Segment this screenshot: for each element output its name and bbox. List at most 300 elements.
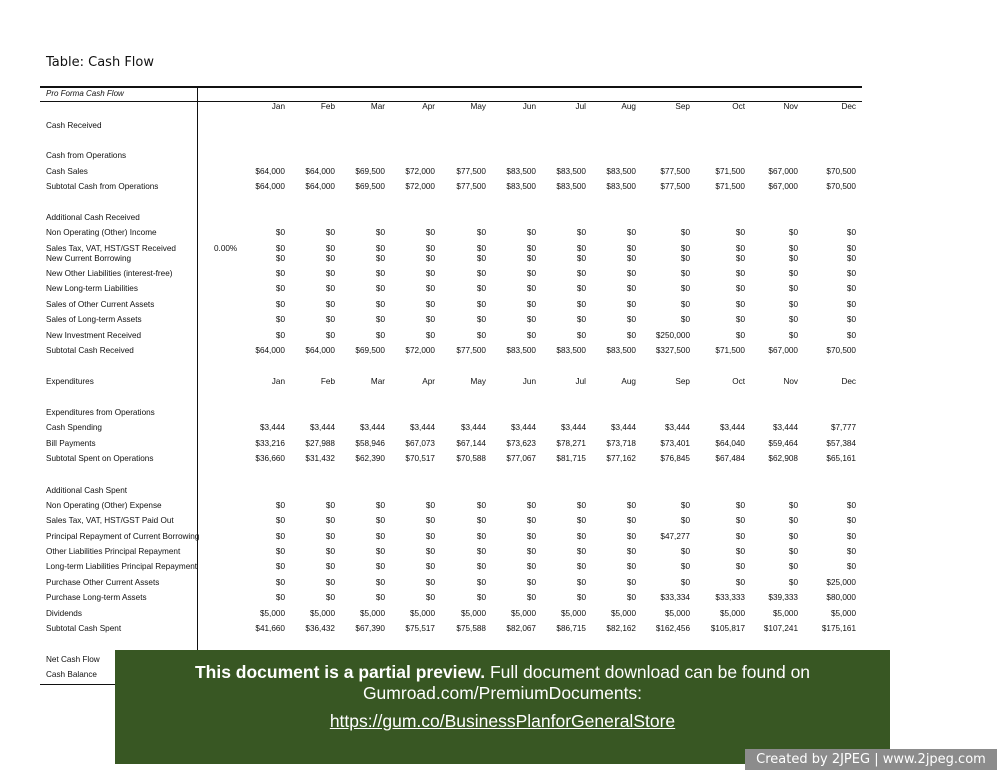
value-cell: $0: [576, 228, 586, 237]
value-cell: $0: [476, 562, 486, 571]
value-cell: $0: [425, 228, 435, 237]
value-cell: $82,162: [606, 624, 636, 633]
value-cell: $0: [425, 254, 435, 263]
table-row: [0, 330, 870, 342]
value-cell: $0: [526, 254, 536, 263]
value-cell: $0: [425, 284, 435, 293]
row-label: Other Liabilities Principal Repayment: [46, 547, 181, 556]
value-cell: $0: [476, 593, 486, 602]
value-cell: $3,444: [560, 423, 586, 432]
value-cell: $3,444: [460, 423, 486, 432]
value-cell: $0: [788, 254, 798, 263]
value-cell: $105,817: [710, 624, 745, 633]
value-cell: $0: [375, 244, 385, 253]
value-cell: $0: [680, 516, 690, 525]
table-row: [0, 268, 870, 280]
row-label: Additional Cash Received: [46, 213, 140, 222]
value-cell: $0: [735, 228, 745, 237]
month-header-cell: Aug: [621, 102, 636, 111]
value-cell: Nov: [783, 377, 798, 386]
value-cell: $0: [788, 284, 798, 293]
value-cell: $0: [626, 284, 636, 293]
value-cell: $83,500: [606, 346, 636, 355]
value-cell: $0: [680, 284, 690, 293]
value-cell: $70,588: [456, 454, 486, 463]
row-label: Subtotal Spent on Operations: [46, 454, 154, 463]
value-cell: $0: [576, 284, 586, 293]
row-label: Subtotal Cash from Operations: [46, 182, 159, 191]
value-cell: $0: [476, 516, 486, 525]
value-cell: $0: [846, 562, 856, 571]
table-row: [0, 166, 870, 178]
value-cell: $0: [735, 578, 745, 587]
value-cell: $0: [476, 315, 486, 324]
value-cell: $58,946: [355, 439, 385, 448]
value-cell: $5,000: [359, 609, 385, 618]
value-cell: $0: [476, 269, 486, 278]
value-cell: $0: [526, 562, 536, 571]
value-cell: $77,500: [456, 182, 486, 191]
value-cell: $3,444: [359, 423, 385, 432]
section-label-row: [0, 407, 870, 419]
value-cell: $0: [476, 578, 486, 587]
row-label: Sales of Long-term Assets: [46, 315, 142, 324]
value-cell: $0: [735, 269, 745, 278]
value-cell: $0: [576, 269, 586, 278]
rate-cell: 0.00%: [214, 244, 238, 253]
value-cell: $64,000: [255, 346, 285, 355]
value-cell: $0: [576, 532, 586, 541]
value-cell: $0: [846, 228, 856, 237]
value-cell: $0: [846, 547, 856, 556]
value-cell: Dec: [841, 377, 856, 386]
value-cell: $0: [275, 228, 285, 237]
value-cell: $0: [375, 593, 385, 602]
value-cell: $0: [846, 331, 856, 340]
value-cell: Jul: [575, 377, 586, 386]
value-cell: $83,500: [606, 167, 636, 176]
value-cell: $0: [576, 516, 586, 525]
value-cell: $175,161: [821, 624, 856, 633]
value-cell: $0: [576, 547, 586, 556]
value-cell: $71,500: [715, 346, 745, 355]
value-cell: $107,241: [763, 624, 798, 633]
value-cell: $0: [425, 269, 435, 278]
value-cell: $0: [626, 578, 636, 587]
value-cell: $0: [325, 331, 335, 340]
value-cell: $0: [788, 244, 798, 253]
value-cell: $0: [425, 578, 435, 587]
value-cell: $70,517: [405, 454, 435, 463]
value-cell: May: [470, 377, 486, 386]
value-cell: $0: [526, 547, 536, 556]
table-row: [0, 422, 870, 434]
table-row: [0, 546, 870, 558]
value-cell: $0: [576, 315, 586, 324]
value-cell: $0: [325, 578, 335, 587]
table-row: [0, 515, 870, 527]
value-cell: $83,500: [506, 182, 536, 191]
value-cell: $0: [325, 254, 335, 263]
value-cell: $82,067: [506, 624, 536, 633]
value-cell: $83,500: [556, 182, 586, 191]
value-cell: $5,000: [610, 609, 636, 618]
row-label: Expenditures: [46, 377, 94, 386]
value-cell: $0: [788, 578, 798, 587]
value-cell: $5,000: [664, 609, 690, 618]
value-cell: $0: [735, 516, 745, 525]
value-cell: $0: [735, 284, 745, 293]
value-cell: $71,500: [715, 182, 745, 191]
value-cell: $0: [788, 269, 798, 278]
value-cell: $62,390: [355, 454, 385, 463]
value-cell: $0: [526, 331, 536, 340]
value-cell: Jan: [271, 377, 285, 386]
value-cell: $0: [576, 562, 586, 571]
value-cell: $0: [680, 578, 690, 587]
month-header-cell: Feb: [320, 102, 335, 111]
month-header-cell: Jul: [575, 102, 586, 111]
value-cell: $0: [626, 254, 636, 263]
value-cell: $27,988: [305, 439, 335, 448]
value-cell: Oct: [732, 377, 745, 386]
value-cell: $0: [476, 284, 486, 293]
row-label: Bill Payments: [46, 439, 96, 448]
preview-banner: [115, 650, 890, 764]
value-cell: $77,500: [660, 167, 690, 176]
value-cell: $0: [425, 547, 435, 556]
month-header-cell: Sep: [675, 102, 690, 111]
value-cell: $0: [526, 244, 536, 253]
value-cell: $0: [680, 254, 690, 263]
value-cell: $67,000: [768, 346, 798, 355]
value-cell: $0: [680, 300, 690, 309]
row-label: Non Operating (Other) Income: [46, 228, 157, 237]
table-row: [0, 592, 870, 604]
value-cell: $0: [735, 254, 745, 263]
table-row: [0, 561, 870, 573]
value-cell: $86,715: [556, 624, 586, 633]
value-cell: $0: [375, 516, 385, 525]
value-cell: $327,500: [655, 346, 690, 355]
value-cell: $0: [425, 593, 435, 602]
value-cell: $0: [846, 254, 856, 263]
value-cell: $65,161: [826, 454, 856, 463]
row-label: New Long-term Liabilities: [46, 284, 138, 293]
month-header-cell: Jan: [271, 102, 285, 111]
value-cell: $0: [375, 331, 385, 340]
value-cell: $0: [526, 284, 536, 293]
row-label: Cash from Operations: [46, 151, 127, 160]
table-row: [0, 531, 870, 543]
value-cell: $0: [788, 331, 798, 340]
value-cell: $0: [275, 300, 285, 309]
section-label-row: [0, 212, 870, 224]
value-cell: $0: [526, 315, 536, 324]
value-cell: $7,777: [830, 423, 856, 432]
row-label: Net Cash Flow: [46, 655, 100, 664]
value-cell: $0: [526, 578, 536, 587]
month-header-cell: May: [470, 102, 486, 111]
value-cell: $0: [788, 532, 798, 541]
value-cell: $0: [626, 315, 636, 324]
row-label: Long-term Liabilities Principal Repayment: [46, 562, 198, 571]
value-cell: $0: [425, 331, 435, 340]
value-cell: $0: [425, 315, 435, 324]
value-cell: $0: [275, 284, 285, 293]
value-cell: $0: [788, 228, 798, 237]
value-cell: $0: [735, 562, 745, 571]
table-row: [0, 500, 870, 512]
section-label-row: [0, 120, 870, 132]
value-cell: $0: [476, 501, 486, 510]
value-cell: $0: [476, 254, 486, 263]
value-cell: $0: [788, 315, 798, 324]
value-cell: $0: [735, 244, 745, 253]
value-cell: $83,500: [556, 167, 586, 176]
value-cell: $0: [425, 244, 435, 253]
banner-download-link[interactable]: https://gum.co/BusinessPlanforGeneralStore: [329, 711, 676, 731]
row-label: Cash Received: [46, 121, 102, 130]
value-cell: $0: [526, 532, 536, 541]
value-cell: $5,000: [460, 609, 486, 618]
value-cell: $64,000: [305, 167, 335, 176]
value-cell: $0: [846, 284, 856, 293]
row-label: Sales Tax, VAT, HST/GST Received: [46, 244, 176, 253]
value-cell: $0: [526, 228, 536, 237]
row-label: New Current Borrowing: [46, 254, 132, 263]
row-label: Cash Spending: [46, 423, 102, 432]
value-cell: $0: [375, 228, 385, 237]
value-cell: $0: [735, 300, 745, 309]
value-cell: $0: [325, 501, 335, 510]
row-label: Purchase Long-term Assets: [46, 593, 147, 602]
value-cell: $5,000: [830, 609, 856, 618]
value-cell: Sep: [675, 377, 690, 386]
value-cell: $77,500: [456, 346, 486, 355]
value-cell: $0: [735, 315, 745, 324]
row-label: Principal Repayment of Current Borrowing: [46, 532, 200, 541]
value-cell: $250,000: [655, 331, 690, 340]
value-cell: $77,067: [506, 454, 536, 463]
value-cell: $0: [375, 300, 385, 309]
value-cell: $0: [576, 578, 586, 587]
row-label: Subtotal Cash Spent: [46, 624, 122, 633]
table-row: [0, 453, 870, 465]
value-cell: $3,444: [772, 423, 798, 432]
value-cell: $0: [275, 269, 285, 278]
value-cell: $0: [735, 532, 745, 541]
value-cell: $0: [275, 315, 285, 324]
value-cell: $73,401: [660, 439, 690, 448]
value-cell: $62,908: [768, 454, 798, 463]
value-cell: $0: [325, 269, 335, 278]
value-cell: $0: [325, 244, 335, 253]
value-cell: $0: [476, 300, 486, 309]
value-cell: $5,000: [510, 609, 536, 618]
value-cell: $0: [626, 501, 636, 510]
value-cell: $3,444: [510, 423, 536, 432]
value-cell: $36,432: [305, 624, 335, 633]
value-cell: $47,277: [660, 532, 690, 541]
value-cell: $5,000: [309, 609, 335, 618]
value-cell: $5,000: [772, 609, 798, 618]
value-cell: $0: [680, 228, 690, 237]
table-row: [0, 376, 870, 388]
value-cell: $0: [325, 284, 335, 293]
value-cell: $75,588: [456, 624, 486, 633]
value-cell: $0: [375, 254, 385, 263]
value-cell: $0: [576, 501, 586, 510]
value-cell: $0: [375, 578, 385, 587]
value-cell: $0: [788, 501, 798, 510]
row-label: New Investment Received: [46, 331, 142, 340]
value-cell: $31,432: [305, 454, 335, 463]
row-label: Cash Balance: [46, 670, 97, 679]
row-label: Dividends: [46, 609, 82, 618]
value-cell: $0: [325, 562, 335, 571]
value-cell: $36,660: [255, 454, 285, 463]
value-cell: $64,040: [715, 439, 745, 448]
value-cell: Feb: [320, 377, 335, 386]
value-cell: $0: [680, 315, 690, 324]
value-cell: $72,000: [405, 167, 435, 176]
value-cell: $0: [275, 593, 285, 602]
value-cell: $0: [846, 300, 856, 309]
value-cell: $39,333: [768, 593, 798, 602]
table-row: [0, 577, 870, 589]
value-cell: $0: [846, 516, 856, 525]
banner-bold-text: This document is a partial preview.: [194, 662, 486, 682]
section-label-row: [0, 485, 870, 497]
value-cell: $0: [626, 547, 636, 556]
value-cell: $0: [375, 547, 385, 556]
value-cell: $70,500: [826, 167, 856, 176]
value-cell: $0: [325, 228, 335, 237]
value-cell: $0: [526, 300, 536, 309]
month-header-cell: Nov: [783, 102, 798, 111]
value-cell: $5,000: [560, 609, 586, 618]
value-cell: $0: [275, 547, 285, 556]
value-cell: $0: [576, 254, 586, 263]
value-cell: $0: [375, 501, 385, 510]
value-cell: $67,390: [355, 624, 385, 633]
value-cell: $0: [788, 562, 798, 571]
value-cell: $0: [425, 562, 435, 571]
value-cell: $64,000: [305, 346, 335, 355]
value-cell: $0: [275, 244, 285, 253]
value-cell: $73,718: [606, 439, 636, 448]
value-cell: $0: [275, 501, 285, 510]
value-cell: $0: [476, 244, 486, 253]
value-cell: $0: [846, 315, 856, 324]
value-cell: $3,444: [309, 423, 335, 432]
month-header-cell: Mar: [370, 102, 385, 111]
value-cell: Aug: [621, 377, 636, 386]
banner-message: [115, 662, 890, 704]
row-label: Expenditures from Operations: [46, 408, 155, 417]
table-row: [0, 314, 870, 326]
month-header-cell: Dec: [841, 102, 856, 111]
value-cell: $0: [275, 331, 285, 340]
value-cell: Jun: [522, 377, 536, 386]
value-cell: $0: [476, 228, 486, 237]
value-cell: $0: [375, 562, 385, 571]
table-row: [0, 227, 870, 239]
month-header-cell: Apr: [422, 102, 435, 111]
row-label: New Other Liabilities (interest-free): [46, 269, 173, 278]
value-cell: $0: [735, 547, 745, 556]
value-cell: $0: [626, 244, 636, 253]
value-cell: $64,000: [255, 182, 285, 191]
value-cell: $70,500: [826, 346, 856, 355]
value-cell: $0: [325, 532, 335, 541]
value-cell: $0: [846, 269, 856, 278]
value-cell: $0: [325, 315, 335, 324]
table-row: [0, 438, 870, 450]
value-cell: $0: [626, 300, 636, 309]
value-cell: $0: [846, 532, 856, 541]
value-cell: $0: [425, 501, 435, 510]
value-cell: $0: [275, 532, 285, 541]
value-cell: $0: [626, 228, 636, 237]
value-cell: $0: [846, 244, 856, 253]
value-cell: $59,464: [768, 439, 798, 448]
value-cell: $0: [375, 315, 385, 324]
value-cell: $77,162: [606, 454, 636, 463]
value-cell: $5,000: [409, 609, 435, 618]
value-cell: $77,500: [660, 182, 690, 191]
value-cell: $70,500: [826, 182, 856, 191]
value-cell: $41,660: [255, 624, 285, 633]
value-cell: $67,073: [405, 439, 435, 448]
value-cell: $0: [626, 562, 636, 571]
table-row: [0, 283, 870, 295]
value-cell: $0: [375, 532, 385, 541]
value-cell: $0: [626, 331, 636, 340]
value-cell: $162,456: [655, 624, 690, 633]
value-cell: $0: [375, 269, 385, 278]
value-cell: $57,384: [826, 439, 856, 448]
value-cell: $0: [626, 516, 636, 525]
value-cell: $0: [325, 593, 335, 602]
value-cell: $81,715: [556, 454, 586, 463]
value-cell: $0: [425, 300, 435, 309]
value-cell: $0: [576, 300, 586, 309]
banner-rest-text: Full document download can be found on Gumroad.com/PremiumDocuments:: [362, 662, 811, 703]
value-cell: $78,271: [556, 439, 586, 448]
value-cell: $76,845: [660, 454, 690, 463]
table-top-rule: [40, 86, 862, 88]
value-cell: $0: [425, 532, 435, 541]
value-cell: $0: [576, 593, 586, 602]
value-cell: $0: [735, 331, 745, 340]
value-cell: $0: [626, 532, 636, 541]
value-cell: $0: [526, 593, 536, 602]
table-header-row: [0, 101, 870, 113]
value-cell: $71,500: [715, 167, 745, 176]
value-cell: $5,000: [259, 609, 285, 618]
value-cell: $0: [788, 300, 798, 309]
value-cell: $0: [325, 516, 335, 525]
month-header-cell: Oct: [732, 102, 745, 111]
value-cell: $3,444: [719, 423, 745, 432]
value-cell: $67,000: [768, 167, 798, 176]
value-cell: $0: [275, 516, 285, 525]
table-subtitle: Pro Forma Cash Flow: [46, 89, 124, 98]
table-row: [0, 345, 870, 357]
section-label-row: [0, 150, 870, 162]
